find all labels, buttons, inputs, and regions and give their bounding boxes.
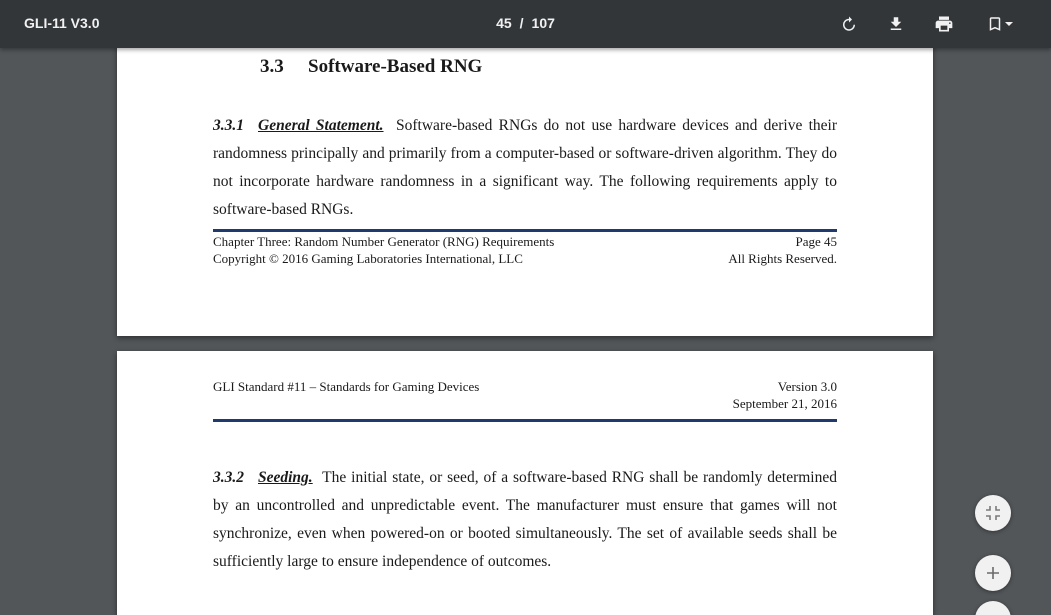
footer-page-number: Page 45 (795, 234, 837, 249)
footer-rights: All Rights Reserved. (728, 251, 837, 266)
header-rule (213, 419, 837, 422)
total-pages: 107 (531, 15, 555, 31)
header-version: Version 3.0 (777, 379, 837, 394)
subsection-title: Seeding. (258, 469, 313, 486)
page-45 (117, 48, 933, 336)
header-date: September 21, 2016 (732, 396, 837, 411)
page-separator: / (519, 15, 524, 31)
subsection-text: Software-based RNGs do not use hardware devices and derive their randomness principally and primarily from a computer-based or software-driven algorithm. They do not incorporate hardware randomness in a significant way. The following requirements apply to software-based RNGs. (213, 117, 838, 218)
fit-to-page-icon (985, 505, 1001, 521)
fit-to-page-button[interactable] (975, 495, 1011, 531)
download-button[interactable] (881, 9, 911, 39)
page-footer-right (537, 233, 837, 267)
rotate-icon (840, 15, 858, 33)
page-header-left (213, 378, 479, 395)
footer-copyright: Copyright © 2016 Gaming Laboratories International, LLC (213, 251, 523, 266)
print-button[interactable] (929, 9, 959, 39)
plus-icon (986, 566, 1000, 580)
document-viewer[interactable] (0, 48, 1051, 615)
print-icon (934, 14, 954, 34)
section-heading (260, 56, 482, 78)
header-standard: GLI Standard #11 – Standards for Gaming Devices (213, 379, 480, 394)
footer-chapter: Chapter Three: Random Number Generator (RNG) Requirements (213, 234, 555, 249)
bookmark-icon (986, 15, 1004, 33)
zoom-in-button[interactable] (975, 555, 1011, 591)
subsection-text: The initial state, or seed, of a software-based RNG shall be randomly determined by an uncontrolled and unpredictable event. The manufacturer must ensure that games will not synchronize, even when powered-on or booted simultaneously. The set of available seeds shall be sufficiently large to ensure independence of outcomes. (213, 469, 837, 570)
page-header-right (537, 378, 837, 412)
page-footer-left (213, 233, 554, 267)
bookmark-button[interactable] (980, 9, 1020, 39)
subsection-title: General Statement. (258, 117, 384, 134)
subsection-number: 3.3.2 (213, 469, 244, 486)
section-title: Software-Based RNG (308, 56, 483, 77)
page-46 (117, 351, 933, 615)
paragraph-seeding (213, 464, 837, 576)
paragraph-general-statement (213, 112, 837, 224)
download-icon (887, 15, 905, 33)
rotate-button[interactable] (834, 9, 864, 39)
document-title: GLI-11 V3.0 (24, 15, 100, 31)
subsection-number: 3.3.1 (213, 117, 244, 134)
footer-rule (213, 229, 837, 232)
current-page-input[interactable]: 45 (496, 15, 512, 31)
chevron-down-icon (1004, 19, 1014, 29)
section-number: 3.3 (260, 56, 284, 77)
pdf-toolbar (0, 0, 1051, 48)
